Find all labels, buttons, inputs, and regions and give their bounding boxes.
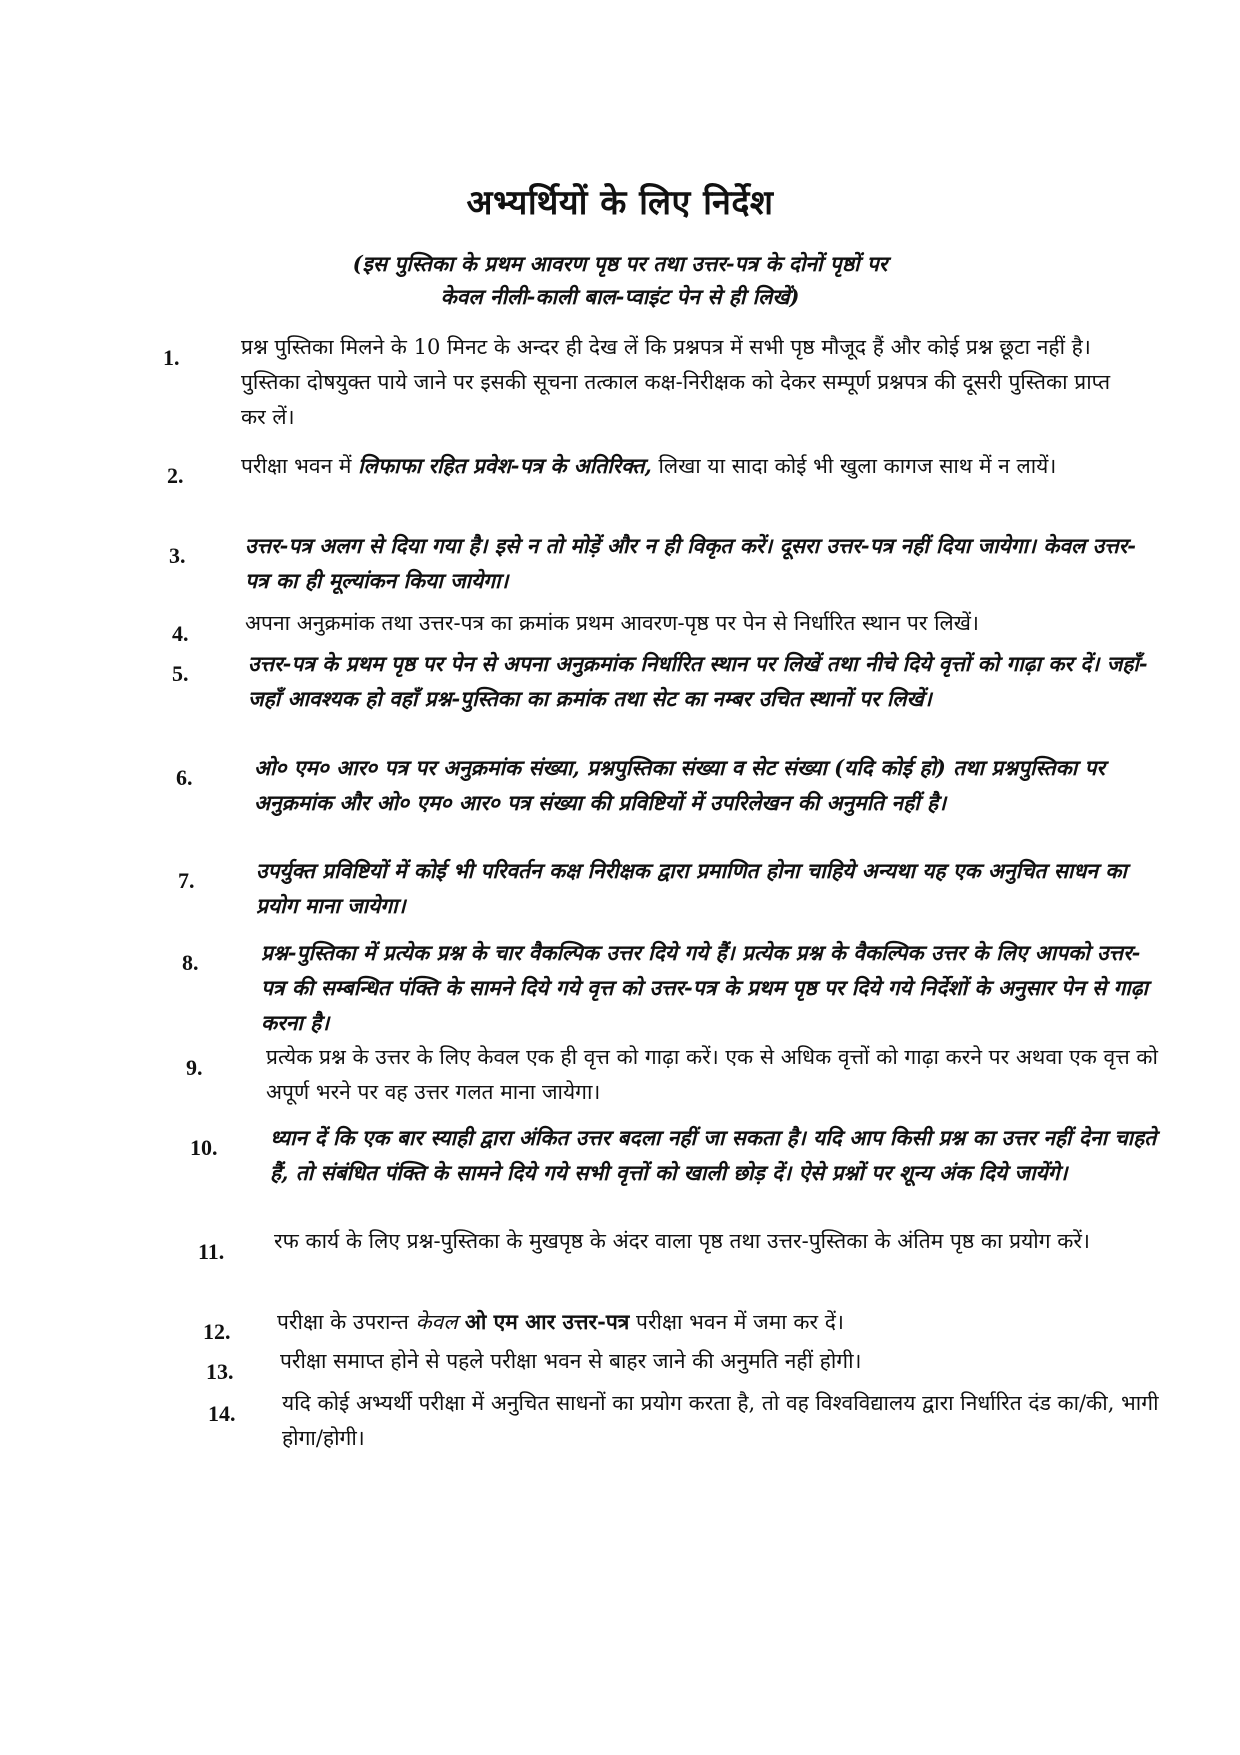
item-text: प्रश्न पुस्तिका मिलने के 10 मिनट के अन्दर ही देख लें कि प्रश्नपत्र में सभी पृष्ठ मौजूद हैं और कोई प्रश्न छूटा नहीं है। पुस्तिका दोषयुक्त पाये जाने पर इसकी सूचना तत्काल कक्ष-निरीक्षक को देकर सम्पूर्ण प्रश्नपत्र की दूसरी पुस्तिका प्राप्त कर लें।: [241, 335, 1111, 429]
item-text: ओ० एम० आर० पत्र पर अनुक्रमांक संख्या, प्रश्नपुस्तिका संख्या व सेट संख्या (यदि कोई हो) तथा प्रश्नपुस्तिका पर अनुक्रमांक और ओ० एम० आर० पत्र संख्या की प्रविष्टियों में उपरिलेखन की अनुमति नहीं है।: [254, 755, 1105, 815]
item-number: 11.: [198, 1239, 225, 1264]
subtitle-line-1: (इस पुस्तिका के प्रथम आवरण पृष्ठ पर तथा उत्तर-पत्र के दोनों पृष्ठों पर: [352, 251, 888, 276]
item-text-part: परीक्षा भवन में: [241, 454, 359, 478]
item-number: 13.: [206, 1359, 234, 1384]
item-text: यदि कोई अभ्यर्थी परीक्षा में अनुचित साधनों का प्रयोग करता है, तो वह विश्वविद्यालय द्वारा निर्धारित दंड का/की, भागी होगा/होगी।: [282, 1391, 1159, 1450]
item-text: [241, 448, 1141, 484]
item-text: अपना अनुक्रमांक तथा उत्तर-पत्र का क्रमांक प्रथम आवरण-पृष्ठ पर पेन से निर्धारित स्थान पर लिखें।: [245, 611, 979, 635]
item-text: प्रत्येक प्रश्न के उत्तर के लिए केवल एक ही वृत्त को गाढ़ा करें। एक से अधिक वृत्तों को गाढ़ा करने पर अथवा एक वृत्त को अपूर्ण भरने पर वह उत्तर गलत माना जायेगा।: [266, 1045, 1158, 1104]
item-number: 9.: [186, 1055, 203, 1080]
page-title: अभ्यर्थियों के लिए निर्देश: [466, 183, 774, 223]
item-text: उत्तर-पत्र के प्रथम पृष्ठ पर पेन से अपना अनुक्रमांक निर्धारित स्थान पर लिखें तथा नीचे दिये वृत्तों को गाढ़ा कर दें। जहाँ-जहाँ आवश्यक हो वहाँ प्रश्न-पुस्तिका का क्रमांक तथा सेट का नम्बर उचित स्थानों पर लिखें।: [248, 651, 1148, 711]
item-number: 8.: [182, 950, 199, 975]
item-text-part: लिखा या सादा कोई भी खुला कागज साथ में न लायें।: [651, 454, 1057, 478]
item-text: परीक्षा समाप्त होने से पहले परीक्षा भवन से बाहर जाने की अनुमति नहीं होगी।: [280, 1349, 862, 1373]
item-text: उपर्युक्त प्रविष्टियों में कोई भी परिवर्तन कक्ष निरीक्षक द्वारा प्रमाणित होना चाहिये अन्यथा यह एक अनुचित साधन का प्रयोग माना जायेगा।: [256, 858, 1127, 918]
item-text-emphasis: लिफाफा रहित प्रवेश-पत्र के अतिरिक्त,: [358, 453, 652, 478]
item-text-part: परीक्षा के उपरान्त: [277, 1310, 416, 1334]
subtitle-line-2: केवल नीली-काली बाल-प्वाइंट पेन से ही लिखें): [440, 284, 800, 309]
item-text-part: परीक्षा भवन में जमा कर दें।: [629, 1310, 844, 1334]
item-number: 6.: [176, 765, 193, 790]
item-number: 3.: [169, 543, 186, 568]
item-number: 1.: [163, 345, 180, 370]
item-number: 14.: [208, 1401, 236, 1426]
item-number: 5.: [172, 661, 189, 686]
item-text: रफ कार्य के लिए प्रश्न-पुस्तिका के मुखपृष्ठ के अंदर वाला पृष्ठ तथा उत्तर-पुस्तिका के अंतिम पृष्ठ का प्रयोग करें।: [274, 1229, 1090, 1253]
item-text: उत्तर-पत्र अलग से दिया गया है। इसे न तो मोड़ें और न ही विकृत करें। दूसरा उत्तर-पत्र नहीं दिया जायेगा। केवल उत्तर-पत्र का ही मूल्यांकन किया जायेगा।: [245, 533, 1136, 593]
item-text: [277, 1304, 1177, 1340]
item-text-bold: ओ एम आर उत्तर-पत्र: [457, 1309, 630, 1334]
item-number: 12.: [203, 1319, 231, 1344]
item-number: 10.: [190, 1135, 218, 1160]
item-text-italic: केवल: [415, 1310, 458, 1334]
item-number: 4.: [172, 621, 189, 646]
item-text: प्रश्न-पुस्तिका में प्रत्येक प्रश्न के चार वैकल्पिक उत्तर दिये गये हैं। प्रत्येक प्रश्न के वैकल्पिक उत्तर के लिए आपको उत्तर-पत्र की सम्बन्धित पंक्ति के सामने दिये गये वृत्त को उत्तर-पत्र के प्रथम पृष्ठ पर दिये गये निर्देशों के अनुसार पेन से गाढ़ा करना है।: [261, 940, 1148, 1035]
item-number: 7.: [178, 868, 195, 893]
item-number: 2.: [167, 463, 184, 488]
item-text: ध्यान दें कि एक बार स्याही द्वारा अंकित उत्तर बदला नहीं जा सकता है। यदि आप किसी प्रश्न का उत्तर नहीं देना चाहते हैं, तो संबंधित पंक्ति के सामने दिये गये सभी वृत्तों को खाली छोड़ दें। ऐसे प्रश्नों पर शून्य अंक दिये जायेंगे।: [270, 1125, 1157, 1185]
